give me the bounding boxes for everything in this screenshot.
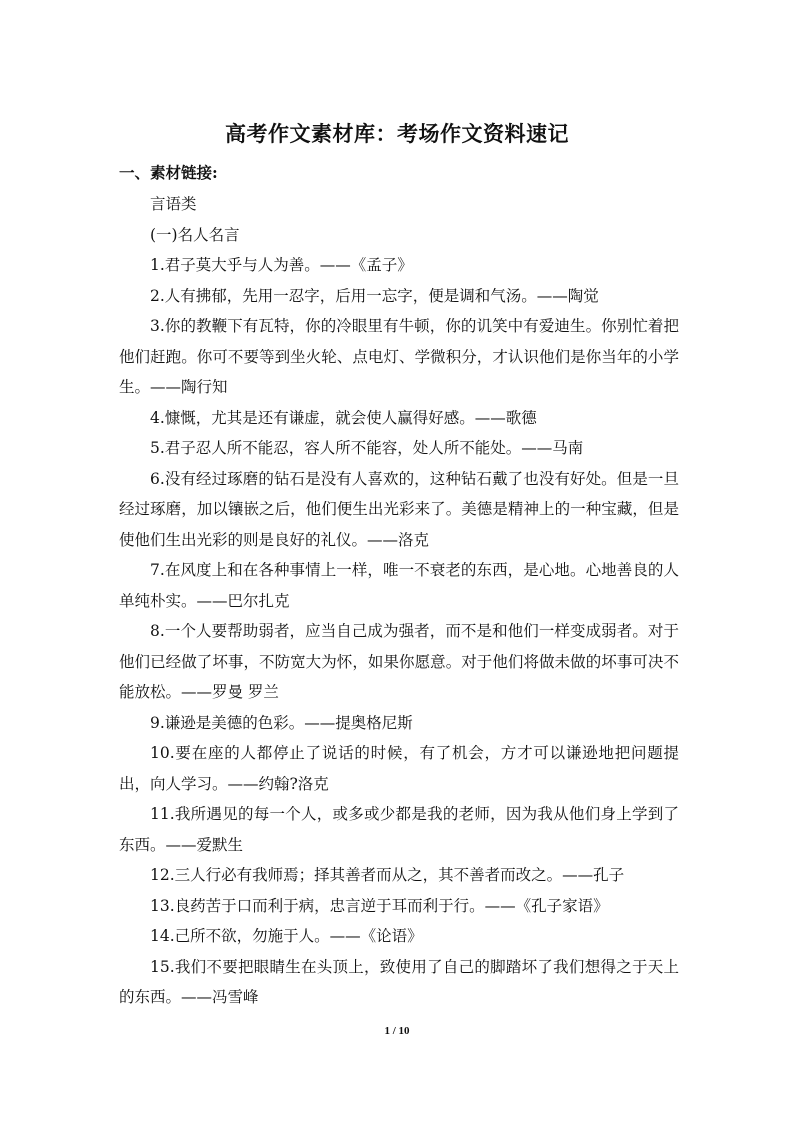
quote-paragraph: 7.在风度上和在各种事情上一样，唯一不衰老的东西，是心地。心地善良的人单纯朴实。——巴尔扎克 — [119, 561, 679, 610]
page-number: 1 / 10 — [384, 1025, 410, 1037]
quote-paragraph: 10.要在座的人都停止了说话的时候，有了机会，方才可以谦逊地把问题提出，向人学习。——约翰?洛克 — [119, 744, 679, 793]
quote-paragraph: 1.君子莫大乎与人为善。——《孟子》 — [150, 256, 413, 274]
subcategory-label: (一)名人名言 — [150, 225, 240, 244]
page-title: 高考作文素材库：考场作文资料速记 — [225, 121, 569, 146]
quote-paragraph: 13.良药苦于口而利于病，忠言逆于耳而利于行。——《孔子家语》 — [150, 896, 609, 915]
quote-paragraph: 9.谦逊是美德的色彩。——提奥格尼斯 — [150, 713, 413, 732]
quote-paragraph: 4.慷慨，尤其是还有谦虚，就会使人赢得好感。——歌德 — [150, 408, 537, 427]
quote-paragraph: 2.人有拂郁，先用一忍字，后用一忘字，便是调和气汤。——陶觉 — [150, 286, 599, 305]
category-label: 言语类 — [150, 195, 197, 213]
document-body — [119, 189, 679, 1013]
quote-paragraph: 5.君子忍人所不能忍，容人所不能容，处人所不能处。——马南 — [150, 439, 584, 457]
quote-paragraph: 12.三人行必有我师焉；择其善者而从之，其不善者而改之。——孔子 — [150, 866, 625, 884]
quote-paragraph: 14.己所不欲，勿施于人。——《论语》 — [150, 927, 423, 945]
quote-paragraph: 6.没有经过琢磨的钻石是没有人喜欢的，这种钻石戴了也没有好处。但是一旦经过琢磨，加以镶嵌之后，他们便生出光彩来了。美德是精神上的一种宝藏，但是使他们生出光彩的则是良好的礼仪。——洛克 — [119, 469, 679, 549]
quote-paragraph: 15.我们不要把眼睛生在头顶上，致使用了自己的脚踏坏了我们想得之于天上的东西。——冯雪峰 — [119, 957, 679, 1006]
section-heading: 一、素材链接: — [119, 163, 218, 182]
quote-paragraph: 8.一个人要帮助弱者，应当自己成为强者，而不是和他们一样变成弱者。对于他们已经做了坏事，不防宽大为怀，如果你愿意。对于他们将做未做的坏事可决不能放松。——罗曼 罗兰 — [119, 622, 679, 701]
quote-paragraph: 3.你的教鞭下有瓦特，你的冷眼里有牛顿，你的讥笑中有爱迪生。你别忙着把他们赶跑。你可不要等到坐火轮、点电灯、学微积分，才认识他们是你当年的小学生。——陶行知 — [119, 317, 679, 396]
quote-paragraph: 11.我所遇见的每一个人，或多或少都是我的老师，因为我从他们身上学到了东西。——爱默生 — [119, 805, 679, 854]
